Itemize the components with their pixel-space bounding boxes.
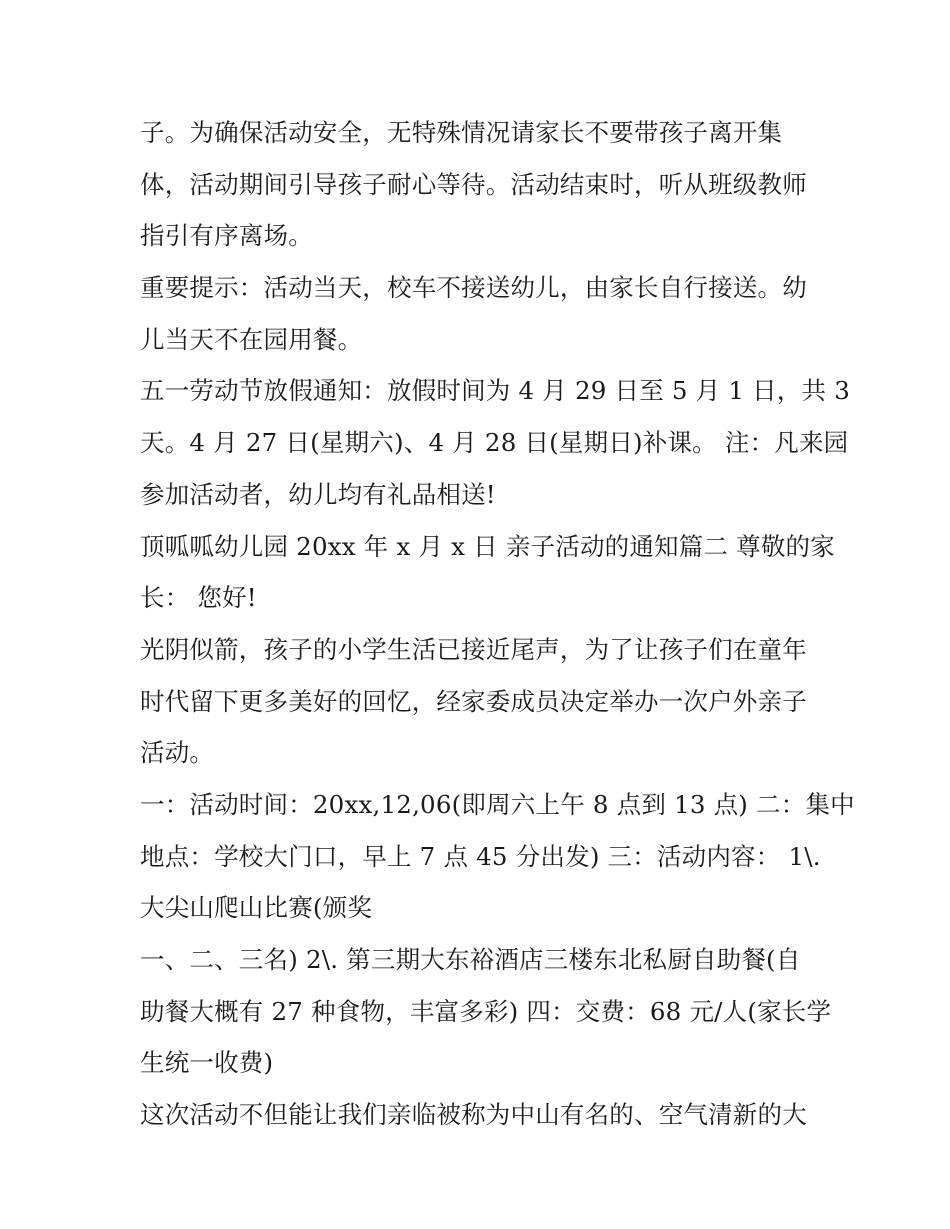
text-line: 重要提示：活动当天，校车不接送幼儿，由家长自行接送。幼 bbox=[140, 273, 807, 303]
text-line: 一：活动时间：20xx,12,06(即周六上午 8 点到 13 点) 二：集中 bbox=[140, 789, 855, 819]
document-body bbox=[140, 107, 855, 1141]
text-line: 活动。 bbox=[140, 738, 215, 768]
text-line: 生统一收费) bbox=[140, 1048, 274, 1078]
text-line: 光阴似箭，孩子的小学生活已接近尾声，为了让孩子们在童年 bbox=[140, 634, 807, 664]
paragraph bbox=[140, 107, 818, 262]
text-line: 子。为确保活动安全，无特殊情况请家长不要带孩子离开集 bbox=[140, 118, 783, 147]
text-line: 参加活动者，幼儿均有礼品相送! bbox=[140, 479, 496, 509]
text-line: 时代留下更多美好的回忆，经家委成员决定举办一次户外亲子 bbox=[140, 686, 807, 716]
text-line: 儿当天不在园用餐。 bbox=[140, 324, 363, 354]
paragraph bbox=[140, 262, 818, 365]
paragraph bbox=[140, 1089, 818, 1141]
paragraph bbox=[140, 779, 855, 934]
text-line: 地点：学校大门口，早上 7 点 45 分出发) 三：活动内容： 1\. bbox=[140, 841, 821, 871]
text-line: 这次活动不但能让我们亲临被称为中山有名的、空气清新的大 bbox=[140, 1100, 807, 1130]
text-line: 体，活动期间引导孩子耐心等待。活动结束时，听从班级教师 bbox=[140, 169, 807, 199]
text-line: 指引有序离场。 bbox=[140, 221, 313, 251]
text-line: 一、二、三名) 2\. 第三期大东裕酒店三楼东北私厨自助餐(自 bbox=[140, 945, 801, 974]
text-line: 五一劳动节放假通知：放假时间为 4 月 29 日至 5 月 1 日，共 3 bbox=[140, 376, 851, 406]
paragraph bbox=[140, 934, 832, 1089]
text-line: 长： 您好! bbox=[140, 583, 257, 613]
text-line: 顶呱呱幼儿园 20xx 年 x 月 x 日 亲子活动的通知篇二 尊敬的家 bbox=[140, 531, 835, 561]
paragraph bbox=[140, 624, 818, 779]
paragraph bbox=[140, 521, 835, 624]
text-line: 大尖山爬山比赛(颁奖 bbox=[140, 893, 373, 923]
text-line: 天。4 月 27 日(星期六)、4 月 28 日(星期日)补课。 注：凡来园 bbox=[140, 428, 849, 458]
text-line: 助餐大概有 27 种食物，丰富多彩) 四：交费：68 元/人(家长学 bbox=[140, 996, 832, 1026]
paragraph bbox=[140, 365, 851, 520]
